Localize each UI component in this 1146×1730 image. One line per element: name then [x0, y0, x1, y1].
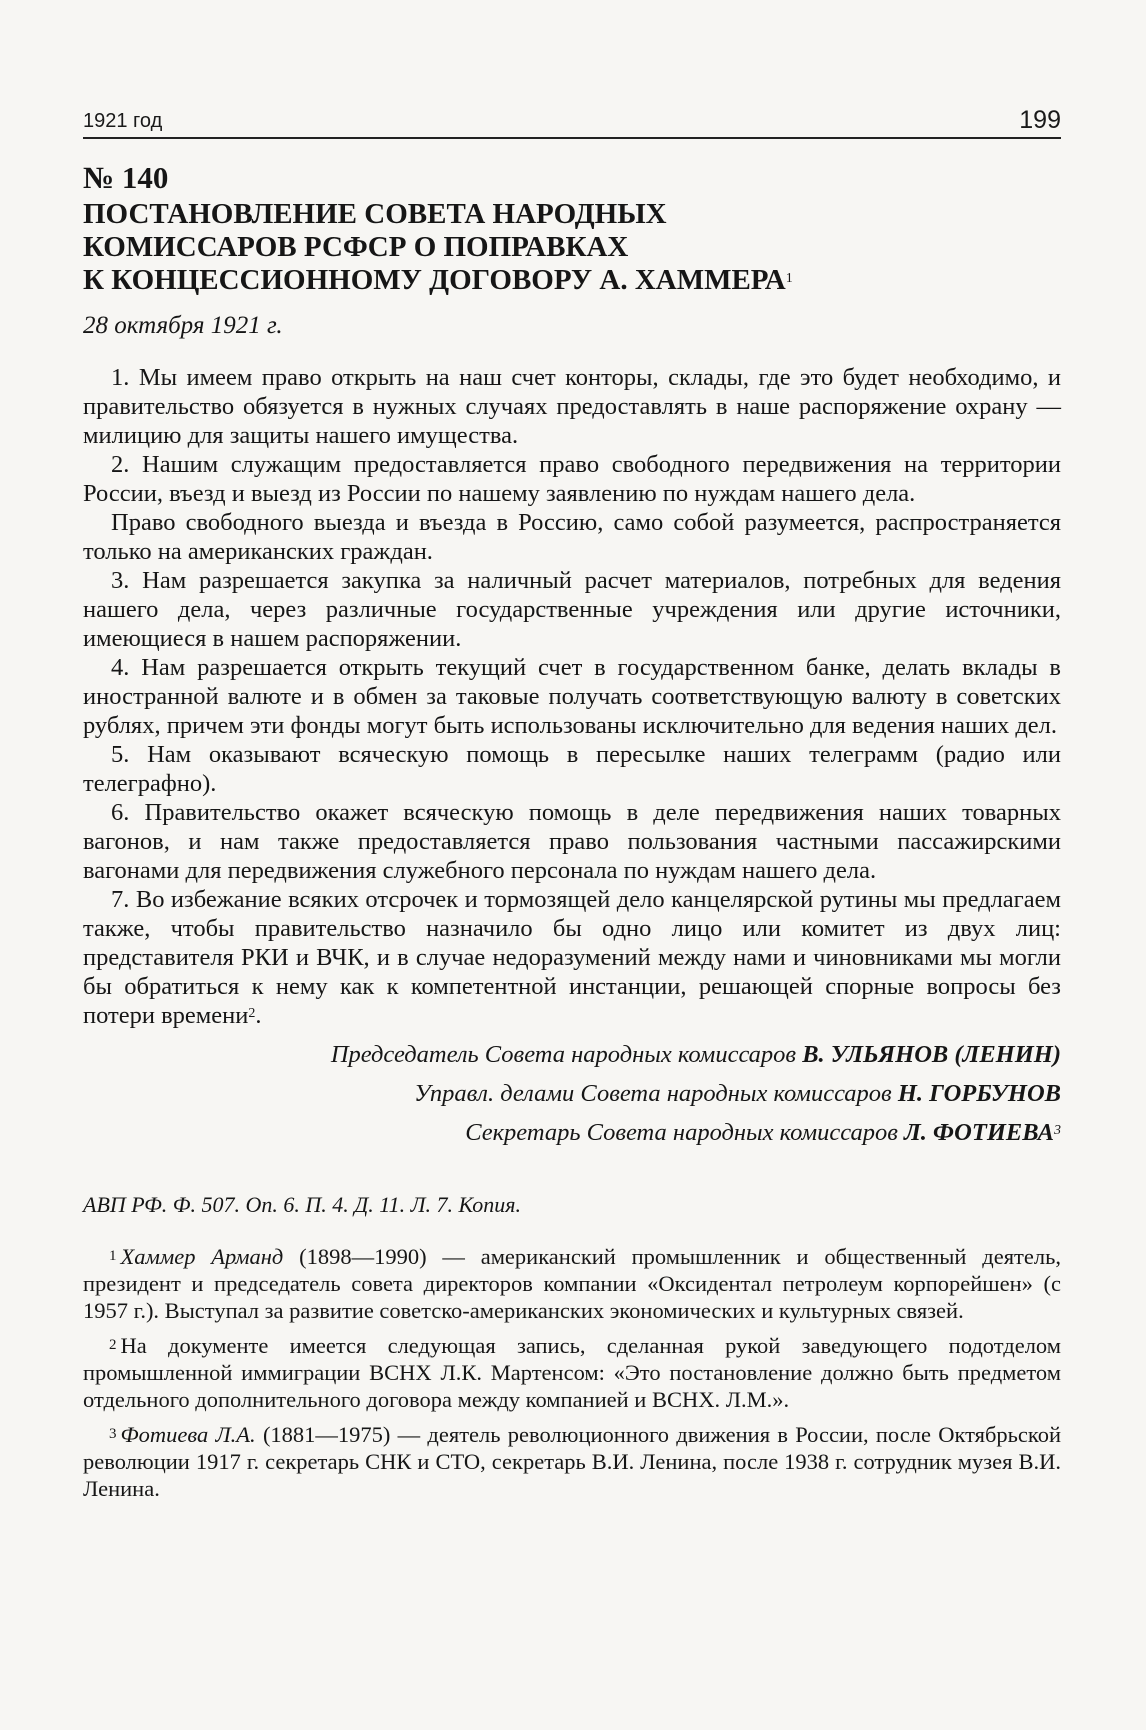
signature-line — [83, 1079, 1061, 1108]
document-title — [83, 198, 1061, 297]
page-number: 199 — [1019, 106, 1061, 134]
title-line — [83, 264, 1061, 297]
footnote-number: 1 — [109, 1248, 117, 1264]
footnote — [83, 1243, 1061, 1324]
signatures — [83, 1040, 1061, 1147]
footnotes — [83, 1243, 1061, 1502]
signature-role: Управл. делами Совета народных комиссаров — [414, 1080, 892, 1107]
paragraph: 6. Правительство окажет всяческую помощь в деле передвижения наших товарных вагонов, и нам также предоставляется право пользования частными пассажирскими вагонами для передвижения служебного персонала по нуждам нашего дела. — [83, 799, 1061, 884]
footnote-text: (1881—1975) — деятель революционного движения в России, после Октябрьской революции 1917 г. секретарь СНК и СТО, секретарь В.И. Ленина, после 1938 г. сотрудник музея В.И. Ленина. — [83, 1422, 1061, 1501]
footnote-ref: 1 — [785, 271, 793, 286]
signature-role: Председатель Совета народных комиссаров — [330, 1041, 797, 1068]
archive-reference: АВП РФ. Ф. 507. Оп. 6. П. 4. Д. 11. Л. 7. Копия. — [83, 1192, 522, 1217]
footnote-number: 2 — [109, 1337, 117, 1353]
footnote-lead: Фотиева Л.А. — [120, 1422, 256, 1447]
signature-line — [83, 1040, 1061, 1069]
paragraph: 5. Нам оказывают всяческую помощь в пересылке наших телеграмм (радио или телеграфно). — [83, 741, 1061, 797]
paragraph: 3. Нам разрешается закупка за наличный расчет материалов, потребных для ведения нашего дела, через различные государственные учреждения или другие источники, имеющиеся в нашем распоряжении. — [83, 567, 1061, 652]
paragraph: 4. Нам разрешается открыть текущий счет в государственном банке, делать вклады в иностранной валюте и в обмен за таковые получать соответствующую валюту в советских рублях, причем эти фонды могут быть использованы исключительно для ведения наших дел. — [83, 654, 1061, 739]
title-line-text: К КОНЦЕССИОННОМУ ДОГОВОРУ А. ХАММЕРА — [83, 264, 786, 296]
signature-role: Секретарь Совета народных комиссаров — [465, 1119, 898, 1146]
footnote-ref: 3 — [1054, 1123, 1061, 1138]
document-body — [83, 363, 1061, 1030]
footnote — [83, 1332, 1061, 1413]
document-date: 28 октября 1921 г. — [83, 312, 283, 339]
footnote — [83, 1421, 1061, 1502]
title-line: КОМИССАРОВ РСФСР О ПОПРАВКАХ — [83, 231, 629, 263]
document-number: № 140 — [83, 160, 169, 195]
footnote-text: На документе имеется следующая запись, сделанная рукой заведующего подотделом промышленной иммиграции ВСНХ Л.К. Мартенсом: «Это постановление должно быть предметом отдельного дополнительного договора между компанией и ВСНХ. Л.М.». — [83, 1333, 1061, 1412]
signature-name: Л. ФОТИЕВА — [904, 1119, 1054, 1146]
title-line: ПОСТАНОВЛЕНИЕ СОВЕТА НАРОДНЫХ — [83, 198, 667, 230]
footnote-number: 3 — [109, 1426, 117, 1442]
footnote-lead: Хаммер Арманд — [120, 1244, 284, 1269]
signature-line — [83, 1118, 1061, 1147]
section-label: 1921 год — [83, 110, 163, 132]
paragraph: 7. Во избежание всяких отсрочек и тормозящей дело канцелярской рутины мы предлагаем также, чтобы правительство назначило бы одно лицо или комитет из двух лиц: представителя РКИ и ВЧК, и в случае недоразумений между нами и чиновниками мы могли бы обратиться к нему как к компетентной инстанции, решающей спорные вопросы без потери времени$^2$. — [83, 886, 1061, 1029]
paragraph: 1. Мы имеем право открыть на наш счет конторы, склады, где это будет необходимо, и правительство обязуется в нужных случаях предоставлять в наше распоряжение охрану — милицию для защиты нашего имущества. — [83, 364, 1061, 449]
footnote-ref: 2 — [248, 1006, 256, 1021]
running-header — [83, 103, 1061, 139]
paragraph-text: 7. Во избежание всяких отсрочек и тормозящей дело канцелярской рутины мы предлагаем также, чтобы правительство назначило бы одно лицо или комитет из двух лиц: представителя РКИ и ВЧК, и в случае недоразумений между нами и чиновниками мы могли бы обратиться к нему как к компетентной инстанции, решающей спорные вопросы без потери времени — [83, 886, 1061, 1029]
footnote-text: (1898—1990) — американский промышленник и общественный деятель, президент и председатель совета директоров компании «Оксидентал петролеум корпорейшен» (с 1957 г.). Выступал за развитие советско-американских экономических и культурных связей. — [83, 1244, 1061, 1323]
signature-name: Н. ГОРБУНОВ — [897, 1080, 1061, 1107]
signature-name: В. УЛЬЯНОВ (ЛЕНИН) — [802, 1041, 1061, 1068]
paragraph: 2. Нашим служащим предоставляется право свободного передвижения на территории России, въезд и выезд из России по нашему заявлению по нуждам нашего дела. — [83, 451, 1061, 507]
paragraph: Право свободного выезда и въезда в Россию, само собой разумеется, распространяется только на американских граждан. — [83, 509, 1061, 565]
document — [83, 160, 1061, 1510]
